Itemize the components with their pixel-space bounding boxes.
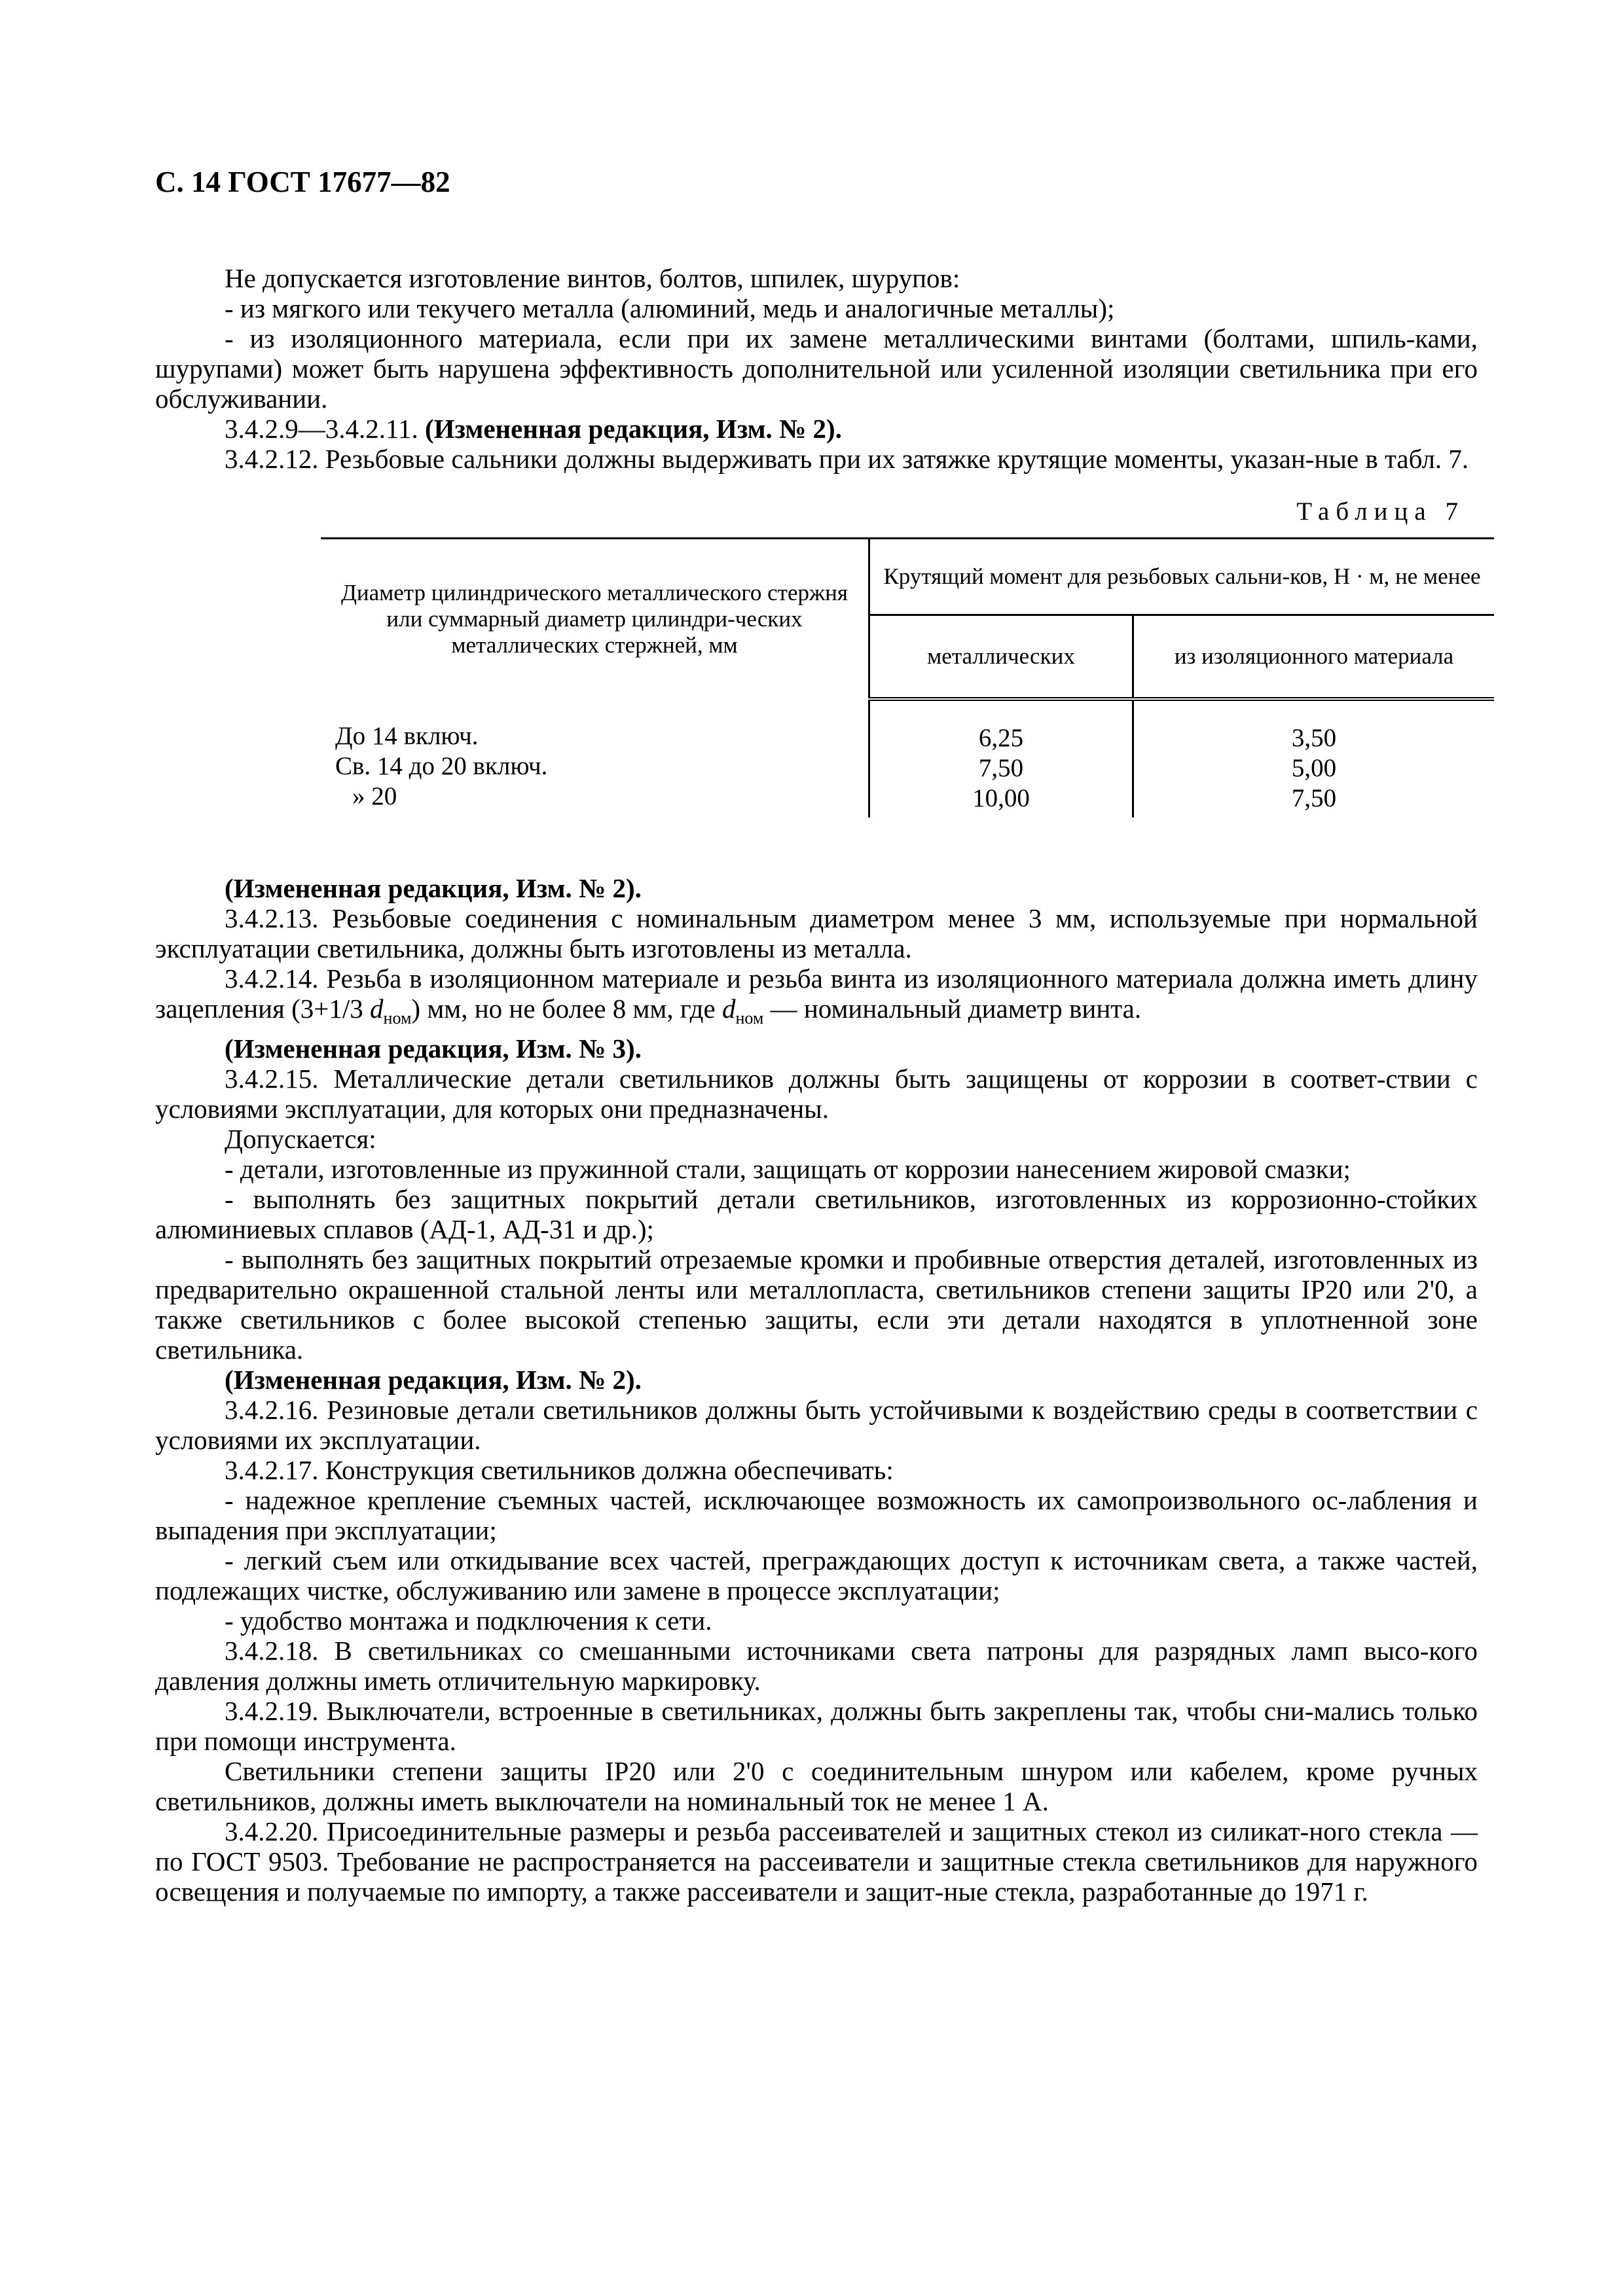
edit-note: (Измененная редакция, Изм. № 2).	[424, 414, 842, 444]
paragraph: - надежное крепление съемных частей, исключающее возможность их самопроизвольного ос-лабления и выпадения при эксплуатации;	[155, 1485, 1478, 1546]
paragraph-3-4-2-18: 3.4.2.18. В светильниках со смешанными источниками света патроны для разрядных ламп высо-кого давления должны иметь отличительную маркировку.	[155, 1636, 1478, 1696]
cell-insulation: 5,00	[1291, 754, 1337, 782]
edit-note: (Измененная редакция, Изм. № 2).	[225, 873, 642, 903]
torque-table	[321, 537, 1494, 817]
paragraph: Допускается:	[225, 1124, 376, 1155]
page-header: С. 14 ГОСТ 17677—82	[155, 166, 450, 198]
paragraph: Светильники степени защиты IP20 или 2'0 с соединительным шнуром или кабелем, кроме ручных светильников, должны иметь выключатели на номинальный ток не менее 1 А.	[155, 1756, 1478, 1817]
paragraph: - из изоляционного материала, если при их замене металлическими винтами (болтами, шпиль-ками, шурупами) может быть нарушена эффективность дополнительной или усиленной изоляции светильника при его обслуживании.	[155, 323, 1478, 414]
clause-number: 3.4.2.9—3.4.2.11.	[225, 414, 418, 444]
edit-note: (Измененная редакция, Изм. № 3).	[225, 1033, 642, 1064]
col-metal-header: металлических	[869, 615, 1133, 700]
col-diameter-header: Диаметр цилиндрического металлического стержня или суммарный диаметр цилиндри-ческих металлических стержней, мм	[321, 539, 869, 700]
paragraph: - выполнять без защитных покрытий детали светильников, изготовленных из коррозионно-стойких алюминиевых сплавов (АД-1, АД-31 и др.);	[155, 1184, 1478, 1245]
paragraph: - выполнять без защитных покрытий отрезаемые кромки и пробивные отверстия деталей, изготовленных из предварительно окрашенной стальной ленты или металлопласта, светильников степени защиты IP20 или 2'0, а также светильников с более высокой степенью защиты, если эти детали находятся в уплотненной зоне светильника.	[155, 1244, 1478, 1365]
paragraph: Не допускается изготовление винтов, болтов, шпилек, шурупов:	[225, 263, 960, 293]
table-row	[321, 699, 1494, 817]
paragraph-3-4-2-13: 3.4.2.13. Резьбовые соединения с номинальным диаметром менее 3 мм, используемые при нормальной эксплуатации светильника, должны быть изготовлены из металла.	[155, 903, 1478, 963]
paragraph: - удобство монтажа и подключения к сети.	[225, 1605, 712, 1636]
cell-insulation: 3,50	[1291, 724, 1337, 752]
paragraph: - детали, изготовленные из пружинной стали, защищать от коррозии нанесением жировой смазки;	[225, 1154, 1351, 1185]
document-page	[155, 164, 1481, 1907]
paragraph-3-4-2-14: 3.4.2.14. Резьба в изоляционном материале и резьба винта из изоляционного материала должна иметь длину зацепления (3+1/3 $d_{ном}$) мм, но не более 8 мм, где $d_{ном}$ — номинальный диаметр винта.	[155, 963, 1478, 1028]
paragraph-3-4-2-9	[155, 414, 1478, 444]
cell-metal: 6,25	[978, 724, 1024, 752]
cell-diameter: Св. 14 до 20 включ.	[335, 752, 548, 780]
paragraph-3-4-2-16: 3.4.2.16. Резиновые детали светильников должны быть устойчивыми к воздействию среды в соответствии с условиями их эксплуатации.	[155, 1395, 1478, 1456]
table-label: Таблица 7	[1296, 497, 1465, 526]
table-7	[155, 497, 1481, 837]
cell-diameter: » 20	[352, 782, 397, 810]
paragraph: - легкий съем или откидывание всех частей, преграждающих доступ к источникам света, а также частей, подлежащих чистке, обслуживанию или замене в процессе эксплуатации;	[155, 1545, 1478, 1606]
paragraph-3-4-2-19: 3.4.2.19. Выключатели, встроенные в светильниках, должны быть закреплены так, чтобы сни-мались только при помощи инструмента.	[155, 1696, 1478, 1757]
paragraph: - из мягкого или текучего металла (алюминий, медь и аналогичные металлы);	[225, 293, 1115, 323]
paragraph-3-4-2-15: 3.4.2.15. Металлические детали светильников должны быть защищены от коррозии в соответ-ствии с условиями эксплуатации, для которых они предназначены.	[155, 1064, 1478, 1124]
col-torque-header: Крутящий момент для резьбовых сальни-ков, Н · м, не менее	[869, 539, 1495, 615]
cell-insulation: 7,50	[1291, 784, 1337, 812]
paragraph-3-4-2-12: 3.4.2.12. Резьбовые сальники должны выдерживать при их затяжке крутящие моменты, указан-ные в табл. 7.	[225, 444, 1469, 474]
col-insulation-header: из изоляционного материала	[1133, 615, 1495, 700]
cell-diameter: До 14 включ.	[335, 722, 479, 750]
paragraph-3-4-2-17: 3.4.2.17. Конструкция светильников должна обеспечивать:	[225, 1455, 894, 1486]
edit-note: (Измененная редакция, Изм. № 2).	[225, 1365, 642, 1395]
cell-metal: 7,50	[978, 754, 1024, 782]
paragraph-3-4-2-20: 3.4.2.20. Присоединительные размеры и резьба рассеивателей и защитных стекол из силикат-ного стекла — по ГОСТ 9503. Требование не распространяется на рассеиватели и защитные стекла светильников для наружного освещения и получаемые по импорту, а также рассеиватели и защит-ные стекла, разработанные до 1971 г.	[155, 1816, 1478, 1907]
cell-metal: 10,00	[972, 784, 1030, 812]
